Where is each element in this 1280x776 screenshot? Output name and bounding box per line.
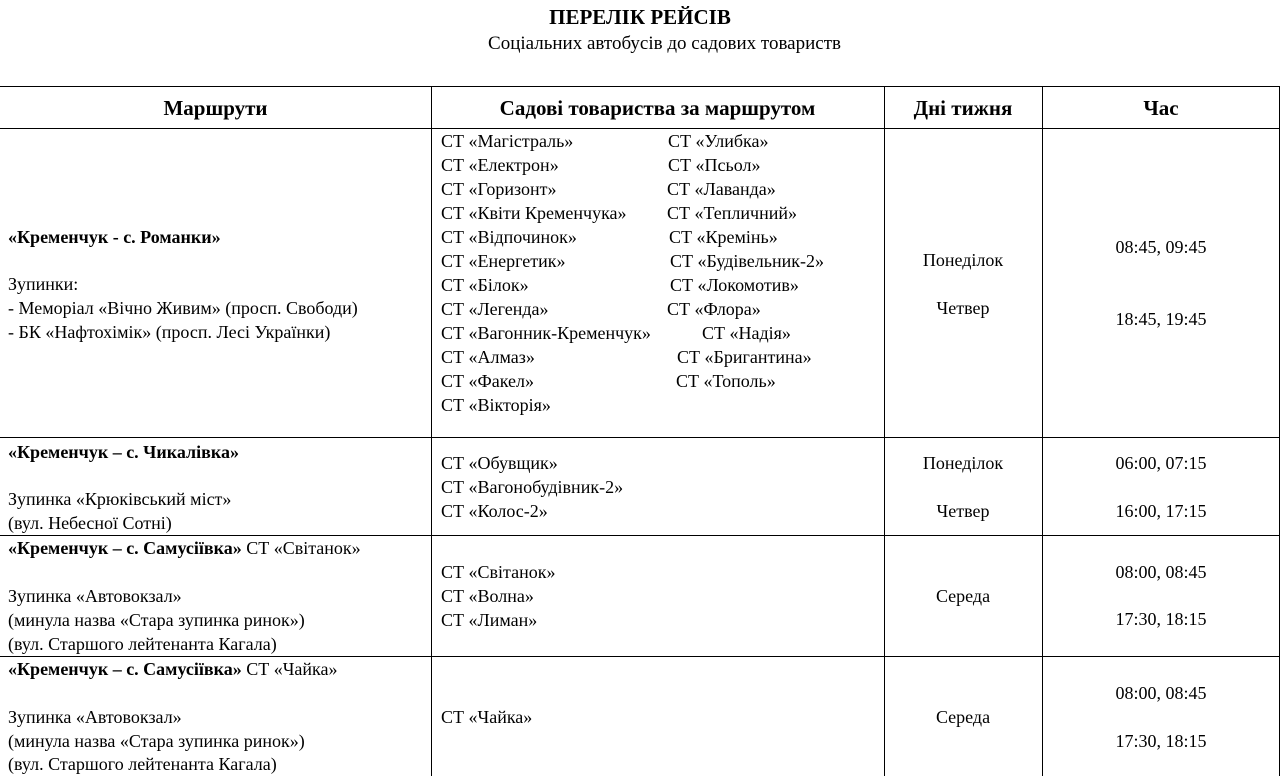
- stop-item: (вул. Старшого лейтенанта Кагала): [8, 754, 277, 774]
- day-item: Середа: [935, 586, 991, 606]
- stop-item: - Меморіал «Вічно Живим» (просп. Свободи): [8, 298, 358, 318]
- garden-item: СТ «Обувщик»: [441, 453, 558, 473]
- stop-item: (минула назва «Стара зупинка ринок»): [8, 731, 305, 751]
- header-divider: [0, 128, 1280, 129]
- garden-item: СТ «Лаванда»: [667, 179, 776, 199]
- time-item: 06:00, 07:15: [1115, 453, 1207, 473]
- stop-item: (вул. Старшого лейтенанта Кагала): [8, 634, 277, 654]
- garden-item: СТ «Надія»: [702, 323, 791, 343]
- header-gardens: Садові товариства за маршрутом: [499, 96, 816, 120]
- stop-item: Зупинка «Автовокзал»: [8, 707, 182, 727]
- day-item: Понеділок: [922, 250, 1004, 270]
- time-item: 18:45, 19:45: [1115, 309, 1207, 329]
- garden-item: СТ «Флора»: [667, 299, 761, 319]
- garden-item: СТ «Відпочинок»: [441, 227, 577, 247]
- garden-item: СТ «Колос-2»: [441, 501, 548, 521]
- stop-item: (вул. Небесної Сотні): [8, 513, 172, 533]
- time-item: 08:00, 08:45: [1115, 562, 1207, 582]
- time-item: 17:30, 18:15: [1115, 609, 1207, 629]
- stop-item: - БК «Нафтохімік» (просп. Лесі Українки): [8, 322, 331, 342]
- stop-item: Зупинка «Автовокзал»: [8, 586, 182, 606]
- garden-item: СТ «Світанок»: [441, 562, 556, 582]
- route-name: «Кременчук – с. Самусіївка»: [8, 659, 242, 679]
- header-time: Час: [1143, 96, 1179, 120]
- garden-item: СТ «Магістраль»: [441, 131, 574, 151]
- garden-item: СТ «Алмаз»: [441, 347, 535, 367]
- route-name: «Кременчук – с. Самусіївка»: [8, 538, 242, 558]
- route-name: «Кременчук – с. Чикалівка»: [8, 442, 239, 462]
- garden-item: СТ «Псьол»: [668, 155, 761, 175]
- garden-item: СТ «Чайка»: [441, 707, 533, 727]
- garden-item: СТ «Будівельник-2»: [670, 251, 824, 271]
- route-line: [8, 536, 361, 560]
- garden-item: СТ «Улибка»: [668, 131, 769, 151]
- time-item: 08:00, 08:45: [1115, 683, 1207, 703]
- garden-item: СТ «Легенда»: [441, 299, 549, 319]
- time-item: 17:30, 18:15: [1115, 731, 1207, 751]
- garden-item: СТ «Кремінь»: [669, 227, 778, 247]
- garden-item: СТ «Горизонт»: [441, 179, 557, 199]
- day-item: Середа: [935, 707, 991, 727]
- garden-item: СТ «Лиман»: [441, 610, 538, 630]
- route-suffix: СТ «Чайка»: [241, 659, 338, 679]
- garden-item: СТ «Енергетик»: [441, 251, 566, 271]
- day-item: Четвер: [936, 501, 990, 521]
- stops-label: Зупинки:: [8, 274, 79, 294]
- garden-item: СТ «Білок»: [441, 275, 529, 295]
- stop-item: Зупинка «Крюківський міст»: [8, 489, 232, 509]
- page-title: ПЕРЕЛІК РЕЙСІВ: [549, 5, 731, 29]
- day-item: Понеділок: [922, 453, 1004, 473]
- garden-item: СТ «Факел»: [441, 371, 534, 391]
- garden-item: СТ «Локомотив»: [670, 275, 799, 295]
- day-item: Четвер: [936, 298, 990, 318]
- column-divider-2: [884, 86, 885, 776]
- garden-item: СТ «Бригантина»: [677, 347, 812, 367]
- row-divider-1: [0, 437, 1280, 438]
- route-line: [8, 657, 338, 681]
- garden-item: СТ «Квіти Кременчука»: [441, 203, 627, 223]
- garden-item: СТ «Вагонобудівник-2»: [441, 477, 624, 497]
- column-divider-3: [1042, 86, 1043, 776]
- garden-item: СТ «Електрон»: [441, 155, 559, 175]
- route-suffix: СТ «Світанок»: [241, 538, 361, 558]
- time-item: 16:00, 17:15: [1115, 501, 1207, 521]
- route-name: «Кременчук - с. Романки»: [8, 227, 221, 247]
- header-routes: Маршрути: [163, 96, 268, 120]
- header-days: Дні тижня: [913, 96, 1013, 120]
- garden-item: СТ «Тепличний»: [667, 203, 797, 223]
- page-subtitle: Соціальних автобусів до садових товариств: [488, 33, 841, 54]
- stop-item: (минула назва «Стара зупинка ринок»): [8, 610, 305, 630]
- garden-item: СТ «Вікторія»: [441, 395, 551, 415]
- column-divider-1: [431, 86, 432, 776]
- garden-item: СТ «Тополь»: [676, 371, 776, 391]
- garden-item: СТ «Волна»: [441, 586, 534, 606]
- garden-item: СТ «Вагонник-Кременчук»: [441, 323, 651, 343]
- time-item: 08:45, 09:45: [1115, 237, 1207, 257]
